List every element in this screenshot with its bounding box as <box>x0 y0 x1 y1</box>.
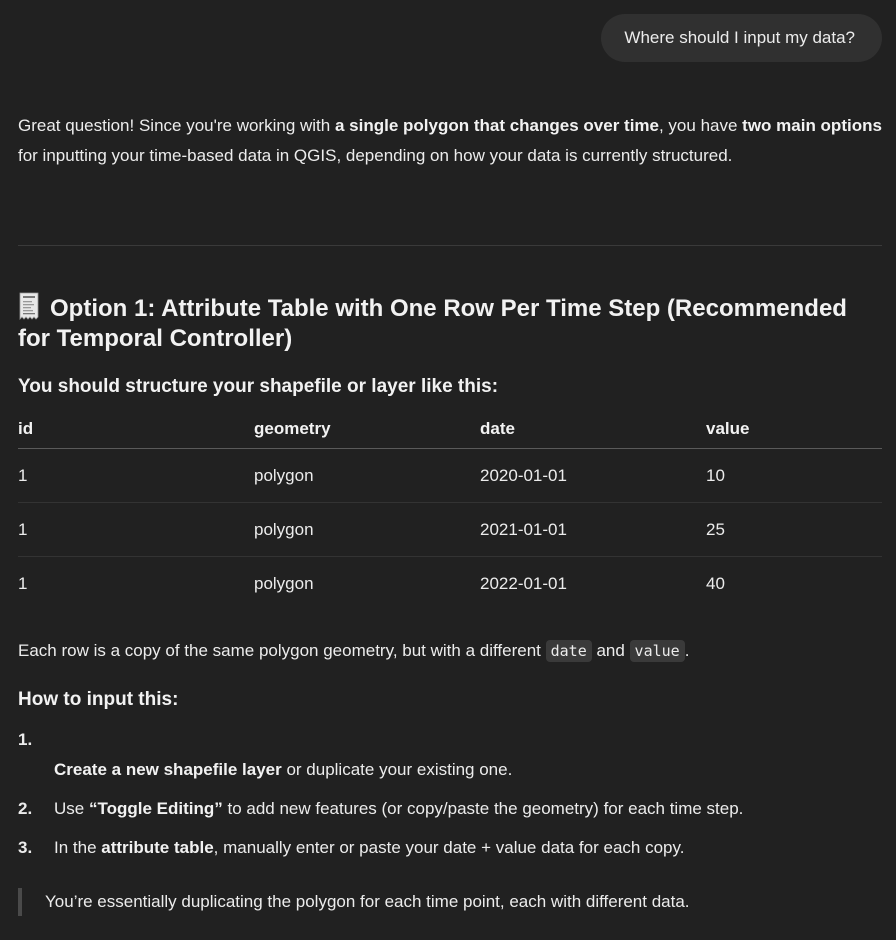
step-rest: to add new features (or copy/paste the geometry) for each time step. <box>222 799 744 818</box>
blockquote <box>18 888 882 916</box>
intro-bold-1: a single polygon that changes over time <box>334 116 659 135</box>
table-header: geometry <box>254 410 480 449</box>
user-message-text: Where should I input my data? <box>624 28 855 47</box>
table-cell: 2021-01-01 <box>480 503 706 557</box>
each-row-text-1: Each row is a copy of the same polygon geometry, but with a different <box>18 641 546 660</box>
inline-code-date: date <box>546 640 592 662</box>
table-row <box>18 503 882 557</box>
step-bold: Create a new shapefile layer <box>54 760 282 779</box>
table-row <box>18 557 882 611</box>
table-cell: polygon <box>254 449 480 503</box>
blockquote-text: You’re essentially duplicating the polygon for each time point, each with different data. <box>45 892 690 911</box>
structure-heading: You should structure your shapefile or layer like this: <box>18 376 499 397</box>
list-item-text <box>54 760 882 780</box>
table-row <box>18 449 882 503</box>
table-cell: 1 <box>18 449 254 503</box>
step-pre: Use <box>54 799 89 818</box>
table-cell: 1 <box>18 503 254 557</box>
table-cell: 2020-01-01 <box>480 449 706 503</box>
step-pre: In the <box>54 838 102 857</box>
table-cell: polygon <box>254 503 480 557</box>
step-rest: or duplicate your existing one. <box>281 760 513 779</box>
table-cell: 25 <box>706 503 882 557</box>
each-row-text-3: . <box>684 641 690 660</box>
list-number: 3. <box>18 838 33 857</box>
divider <box>18 245 882 246</box>
intro-paragraph <box>18 111 882 171</box>
inline-code-value: value <box>630 640 685 662</box>
intro-text-3: for inputting your time-based data in QGIS, depending on how your data is currently structured. <box>18 146 733 165</box>
each-row-text-2: and <box>591 641 630 660</box>
option1-title: Option 1: Attribute Table with One Row Per Time Step (Recommended for Temporal Controller) <box>18 295 847 352</box>
step-bold: attribute table <box>101 838 214 857</box>
step-bold: “Toggle Editing” <box>88 799 223 818</box>
attribute-table <box>18 410 882 610</box>
table-header: date <box>480 410 706 449</box>
table-header: id <box>18 410 254 449</box>
how-heading: How to input this: <box>18 689 179 710</box>
list-number: 1. <box>18 730 33 749</box>
list-item-text <box>54 799 882 819</box>
intro-text-2: , you have <box>658 116 743 135</box>
each-row-paragraph <box>18 636 882 666</box>
intro-text-1: Great question! Since you're working with <box>18 116 335 135</box>
table-cell: 2022-01-01 <box>480 573 567 593</box>
table-header-row <box>18 410 882 449</box>
table-cell: 1 <box>18 573 28 593</box>
list-item-text <box>54 838 882 858</box>
option1-heading <box>18 292 882 354</box>
user-message-bubble <box>601 14 882 62</box>
intro-bold-2: two main options <box>742 116 882 135</box>
step-rest: , manually enter or paste your date + value data for each copy. <box>213 838 685 857</box>
table-cell: 40 <box>706 573 725 593</box>
receipt-icon <box>18 292 40 320</box>
table-cell: 10 <box>706 449 882 503</box>
list-number: 2. <box>18 799 33 818</box>
table-header: value <box>706 410 882 449</box>
table-cell: polygon <box>254 573 314 593</box>
